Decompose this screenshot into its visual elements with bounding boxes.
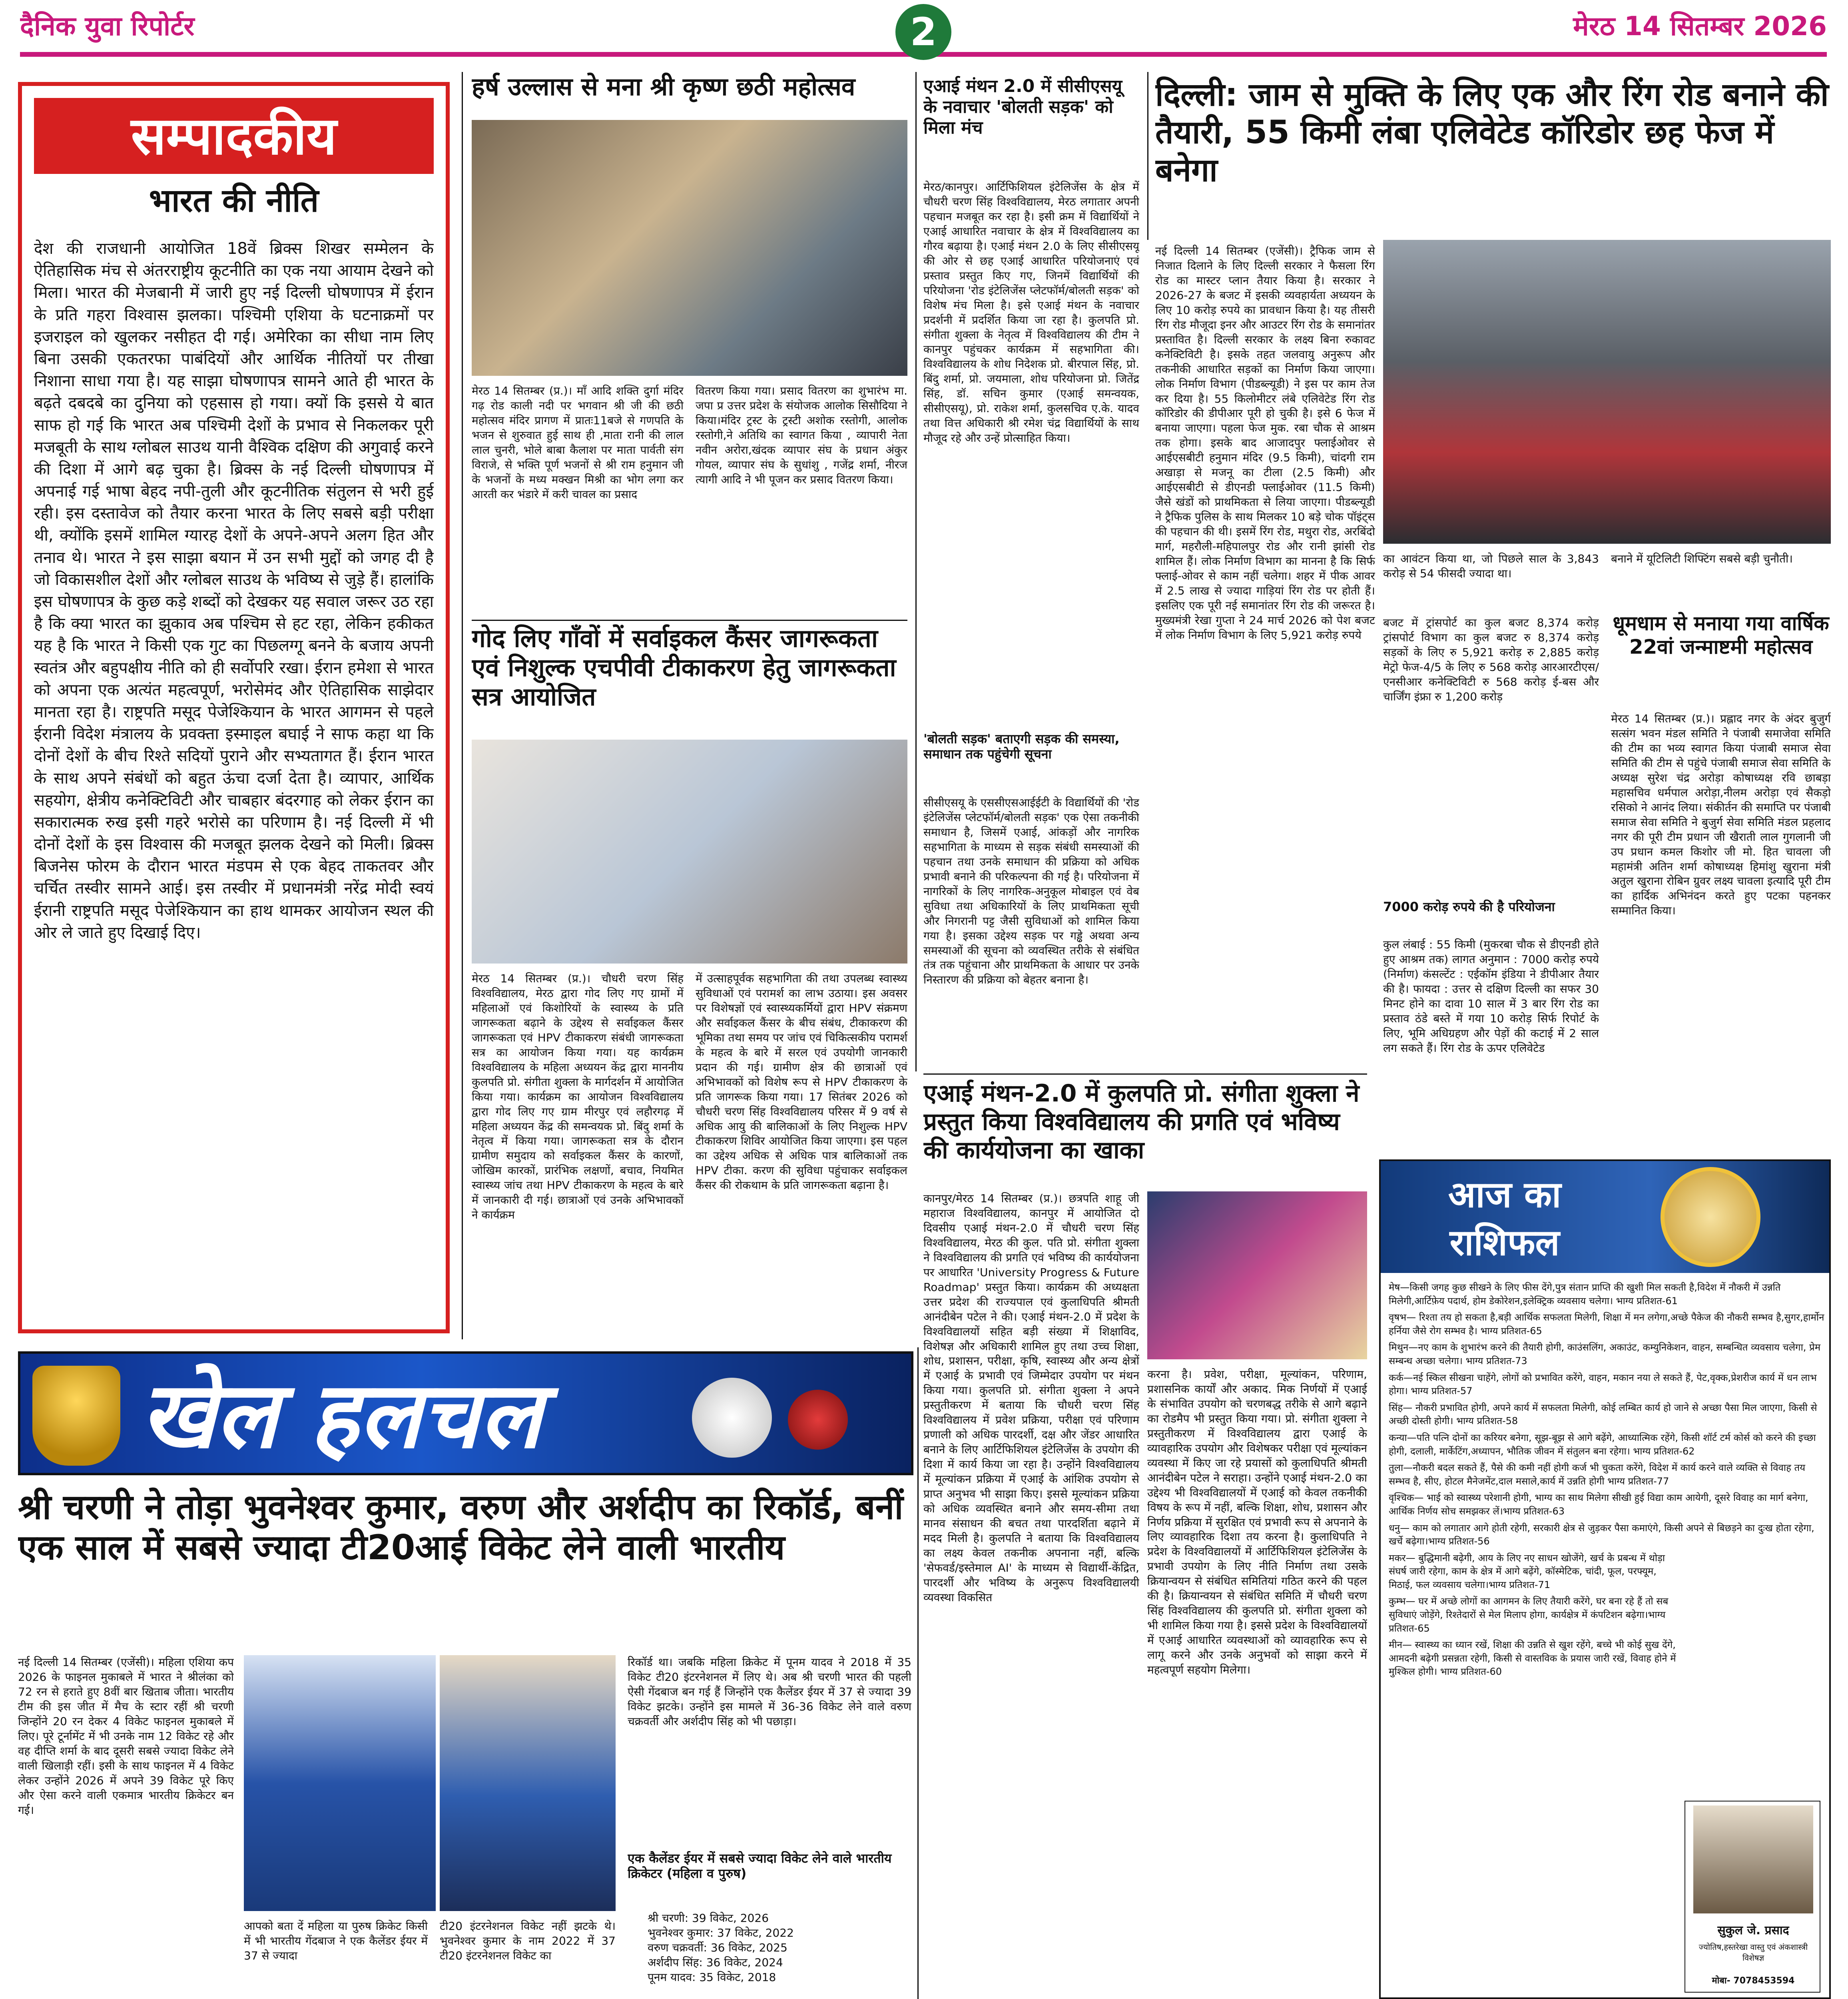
astrologer-photo [1693,1805,1813,1913]
column-rule [1147,72,1148,240]
editorial-banner: सम्पादकीय [34,98,434,174]
ringroad-col2d: कुल लंबाई : 55 किमी (मुकरबा चौक से डीएनडी होते हुए आश्रम तक) लागत अनुमान : 7000 करोड़ रुपये (निर्माण) कंसल्टेंट : एईकॉम इंडिया ने डीपीआर तैयार की है। फायदा : उत्तर से दक्षिण दिल्ली का सफर 30 मिनट होने का दावा 10 साल में 3 बार रिंग रोड का प्रस्ताव ठंडे बस्ते में गया 10 करोड़ सिर्फ रिपोर्ट के लिए, भूमि अधिग्रहण और पेड़ों की कटाई में 2 साल लग सकते हैं। रिंग रोड के ऊपर एलिवेटेड [1383,938,1599,1055]
rashifal-box [1379,1159,1831,1999]
rashifal-vrishabh: वृषभ— रिश्ता तय हो सकता है,बड़ी आर्थिक सफलता मिलेगी, शिक्षा में मन लगेगा,अच्छे पैकेज की नौकरी सम्भव है,सुगर,हार्मोन हर्निया जैसे रोग सम्भव है। भाग्य प्रतिशत-65 [1389,1312,1824,1337]
krishna-col1: मेरठ 14 सितम्बर (प्र.)। माँ आदि शक्ति दुर्गा मंदिर गढ़ रोड काली नदी पर भगवान श्री जी की छठी महोत्सव मंदिर प्रागण में प्रातः11बजे से गणपति के भजन से शुरुवात हुई साथ ही ,माता रानी की लाल लाल चुनरी, भोले बाबा कैलाश पर माता पार्वती संग विराजे, से भक्ति पूर्ण भजनों से श्री राम हनुमान जी के भजनों के मध्य मक्खन मिश्री का भोग लगा कर आरती कर भंडारे में करी चावल का प्रसाद [472,384,684,501]
rashifal-banner [1381,1161,1829,1273]
section-rule [472,620,907,621]
janmashtami-headline: धूमधाम से मनाया गया वार्षिक 22वां जन्माष्टमी महोत्सव [1613,612,1829,658]
rashifal-title-1: आज का [1448,1174,1561,1216]
sports-col3: टी20 इंटरनेशनल विकेट नहीं झटके थे। भुवनेश्वर कुमार के नाम 2022 में 37 टी20 इंटरनेशनल विकेट का [440,1919,616,1962]
table1-row: अर्शदीप सिंह: 36 विकेट, 2024 [648,1955,783,1969]
ai-manthan-sub: 'बोलती सड़क' बताएगी सड़क की समस्या, समाधान तक पहुंचेगी सूचना [923,732,1120,762]
table1-row: श्री चरणी: 39 विकेट, 2026 [648,1911,769,1925]
ai-vc-col1-top: कानपुर/मेरठ 14 सितम्बर (प्र.)। छत्रपति शाहू जी महाराज विश्वविद्यालय, कानपुर में आयोजित दो दिवसीय एआई मंथन-2.0 में चौधरी चरण सिंह विश्वविद्यालय, मेरठ की कुल. पति प्रो. संगीता शुक्ला ने विश्वविद्यालय की प्रगति एवं भविष्य की कार्ययोजना पर आधारित 'University Progress & Future Roadmap' प्रस्तुत किया। कार्यक्रम की अध्यक्षता उत्तर प्रदेश की राज्यपाल एवं कुलाधिपति श्रीमती आनंदीबेन पटेल ने की। एआई मंथन-2.0 में प्रदेश के विश्वविद्यालयों सहित बड़ी संख्या में शिक्षाविद, विशेषज्ञ और अधिकारी शामिल हुए तथा उच्च शिक्षा, शोध, प्रशासन, परीक्षा, कृषि, स्वास्थ्य और अन्य क्षेत्रों में एआई के प्रभावी एवं जिम्मेदार उपयोग पर मंथन किया गया। कुलपति प्रो. संगीता शुक्ला ने अपने प्रस्तुतीकरण में बताया कि चौधरी चरण सिंह विश्वविद्यालय में प्रवेश प्रक्रिया, परीक्षा एवं परिणाम प्रणाली को अधिक पारदर्शी, दक्ष और जेंडर आधारित बनाने के लिए आर्टिफिशियल इंटेलिजेंस के उपयोग की दिशा में कार्य किया जा रहा है। उन्होंने विश्वविद्यालय में मूल्यांकन प्रक्रिया में एआई के आंशिक उपयोग से प्राप्त अनुभव भी साझा किए। इससे मूल्यांकन प्रक्रिया को अधिक व्यवस्थित बनाने और समय-सीमा तथा मानव संसाधन की बचत तथा पारदर्शिता बढ़ाने में मदद मिली है। कुलपति ने बताया कि विश्वविद्यालय का लक्ष्य केवल तकनीक अपनाना नहीं, बल्कि 'सेफवर्ड/इस्तेमाल AI' के माध्यम से विद्यार्थी-केंद्रित, पारदर्शी और भविष्य के अनुरूप विश्वविद्यालयी व्यवस्था विकसित [923,1192,1139,1604]
ringroad-col2b: बजट में ट्रांसपोर्ट का कुल बजट 8,374 करोड़ ट्रांसपोर्ट विभाग का कुल बजट रु 8,374 करोड़ सड़कों के लिए रु 5,921 करोड़ रु 2,885 करोड़ मेट्रो फेज-4/5 के लिए रु 568 करोड़ आरआरटीएस/एनसीआर कनेक्टिविटी रु 568 करोड़ ई-बस और चार्जिंग इंफ्रा रु 1,200 करोड़ [1383,616,1599,703]
masthead [0,0,1848,60]
table1-row: भुवनेश्वर कुमार: 37 विकेट, 2022 [648,1926,794,1939]
ringroad-col3a: बनाने में यूटिलिटी शिफ्टिंग सबसे बड़ी चुनौती। [1611,552,1793,565]
astrologer-card [1685,1801,1820,1993]
rashifal-kumbh: कुम्भ— घर में अच्छे लोगों का आगमन के लिए तैयारी करेंगे, घर बना रहे हैं तो सब सुविधाएं जोड़ेंगे, रिश्तेदारों से मेल मिलाप होगा, कार्यक्षेत्र में कंपटिशन बढ़ेगा।भाग्य प्रतिशत-65 [1389,1596,1669,1634]
sports-col1: नई दिल्ली 14 सितम्बर (एजेंसी)। महिला एशिया कप 2026 के फाइनल मुकाबले में भारत ने श्रीलंका को 72 रन से हराते हुए 8वीं बार खिताब जीता। भारतीय टीम की इस जीत में मैच के स्टार रहीं श्री चरणी जिन्होंने 20 रन देकर 4 विकेट फाइनल मुकाबले में लिए। पूरे टूर्नामेंट में भी उनके नाम 12 विकेट रहे और वह दीप्ति शर्मा के बाद दूसरी सबसे ज्यादा विकेट लेने वाली खिलाड़ी रहीं। इसी के साथ फाइनल में 4 विकेट लेकर उन्होंने 2026 में अपने 39 विकेट पूरे किए और ऐसा करने वाली एकमात्र भारतीय क्रिकेटर बन गई। [18,1656,234,1817]
rashifal-makar: मकर— बुद्धिमानी बढ़ेगी, आय के लिए नए साधन खोजेंगे, खर्च के प्रबन्ध में थोड़ा संघर्ष जारी रहेगा, काम के क्षेत्र में आगे बढ़ेंगे, कॉस्मेटिक, चांदी, फूल, परफ्यूम, मिठाई, फल व्यवसाय चलेगा।भाग्य प्रतिशत-71 [1389,1552,1665,1590]
dateline: मेरठ 14 सितम्बर 2026 [1573,11,1827,42]
ringroad-headline: दिल्ली: जाम से मुक्ति के लिए एक और रिंग रोड बनाने की तैयारी, 55 किमी लंबा एलिवेटेड कॉरिडोर छह फेज में बनेगा [1155,76,1829,189]
ringroad-col2c: 7000 करोड़ रुपये की है परियोजना [1383,900,1555,914]
paper-name: दैनिक युवा रिपोर्टर [20,11,195,42]
astrologer-title: ज्योतिष,हस्तरेखा वास्तु एवं अंकशास्त्री विशेषज्ञ [1698,1942,1808,1963]
sports-banner [18,1351,913,1475]
sports-photo-1 [244,1655,436,1911]
rashifal-singh: सिंह— नौकरी प्रभावित होगी, अपने कार्य में सफलता मिलेगी, कोई लम्बित कार्य हो जाने से अच्छा पैसा मिल जाएगा, किसी से अच्छी दोस्ती होगी। भाग्य प्रतिशत-58 [1389,1402,1817,1427]
page-number: 2 [895,4,951,60]
krishna-col2: वितरण किया गया। प्रसाद वितरण का शुभारंभ मा. जपा प्र उत्तर प्रदेश के संयोजक आलोक सिसौदिया ने किया।मंदिर ट्रस्ट के ट्रस्टी अशोक रस्तोगी, आलोक रस्तोगी,ने अतिथि का स्वागत किया , व्यापारी नेता नवीन अरोरा,खंदक व्यापार संघ के प्रधान अंकुर गोयल, व्यापार संघ के सुधांशु , गजेंद्र शर्मा, नीरज त्यागी आदि ने भी पूजन कर प्रसाद वितरण किया। [696,384,907,486]
ai-vc-headline: एआई मंथन-2.0 में कुलपति प्रो. संगीता शुक्ला ने प्रस्तुत किया विश्वविद्यालय की प्रगति एवं भविष्य की कार्ययोजना का खाका [923,1079,1360,1164]
section-rule [923,1073,1367,1075]
cancer-col1: मेरठ 14 सितम्बर (प्र.)। चौधरी चरण सिंह विश्वविद्यालय, मेरठ द्वारा गोद लिए गए ग्रामों में महिलाओं एवं किशोरियों के स्वास्थ्य के प्रति जागरूकता बढ़ाने के उद्देश्य से सर्वाइकल कैंसर जागरूकता एवं HPV टीकाकरण संबंधी जागरूकता सत्र का आयोजन किया गया। यह कार्यक्रम विश्वविद्यालय के महिला अध्ययन केंद्र द्वारा माननीय कुलपति प्रो. संगीता शुक्ला के मार्गदर्शन में आयोजित किया गया। कार्यक्रम का आयोजन विश्वविद्यालय द्वारा गोद लिए गए ग्राम मीरपुर एवं लहौरगढ़ में महिला अध्ययन केंद्र की समन्वयक प्रो. बिंदु शर्मा के नेतृत्व में किया गया। जागरूकता सत्र के दौरान ग्रामीण समुदाय को सर्वाइकल कैंसर के कारणों, जोखिम कारकों, प्रारंभिक लक्षणों, बचाव, नियमित स्वास्थ्य जांच तथा HPV टीकाकरण के महत्व के बारे में जानकारी दी गई। छात्राओं एवं उनके अभिभावकों ने कार्यक्रम [472,972,684,1222]
cricket-ball-icon [788,1390,848,1450]
rashifal-kanya: कन्या—पति पत्नि दोनों का करियर बनेगा, सूझ-बूझ से आगे बढ़ेंगे, आध्यात्मिक रहेंगे, किसी शॉर्ट टर्म कोर्स को करने की इच्छा होगी, दलाली, मार्केटिंग,अध्यापन, भौतिक जीवन में संतुलन बना रहेगा। भाग्य प्रतिशत-62 [1389,1432,1816,1457]
sports-col4: रिकॉर्ड था। जबकि महिला क्रिकेट में पूनम यादव ने 2018 में 35 विकेट टी20 इंटरनेशनल में लिए थे। अब श्री चरणी भारत की पहली ऐसी गेंदबाज बन गई हैं जिन्होंने एक कैलेंडर ईयर में 37 से ज्यादा 39 विकेट झटके। उन्होंने इस मामले में 36-36 विकेट लेने वाले वरुण चक्रवर्ती और अर्शदीप सिंह को भी पछाड़ा। [628,1656,911,1728]
sports-col2: आपको बता दें महिला या पुरुष क्रिकेट किसी में भी भारतीय गेंदबाज ने एक कैलेंडर ईयर में 37 से ज्यादा [244,1919,428,1962]
sports-table1 [648,1911,911,1999]
table1-row: पूनम यादव: 35 विकेट, 2018 [648,1970,776,1984]
krishna-photo [472,120,907,376]
editorial-title: भारत की नीति [149,182,319,219]
janmashtami-body: मेरठ 14 सितम्बर (प्र.)। प्रह्लाद नगर के अंदर बुजुर्ग सत्संग भवन मंडल समिति ने पंजाबी समाजेवा समिति की टीम का भव्य स्वागत किया पंजाबी समाज सेवा समिति की टीम से पहुंचे पंजाबी समाज सेवा समिति के अध्यक्ष सुरेश चंद्र अरोड़ा कोषाध्यक्ष रवि छाबड़ा महासचिव धर्मपाल अरोड़ा,नीलम अरोड़ा एवं सैकड़ो रसिको ने आनंद लिया। संकीर्तन की समाप्ति पर पंजाबी समाज सेवा समिति ने बुजुर्ग सेवा समिति मंडल प्रहलाद नगर की पूरी टीम प्रधान जी खैराती लाल गुगलानी जी उप प्रधान कमल किशोर जी मो. हित चावला जी महामंत्री अतिन शर्मा कोषाध्यक्ष हिमांशु खुराना मंत्री अतुल खुराना रोबिन ग्रुवर लक्ष्य चावला इत्यादि पूरी टीम का हार्दिक अभिनंदन करते हुए पटका पहनकर सम्मानित किया। [1611,712,1831,918]
trophy-icon [32,1366,120,1466]
rashifal-tula: तुला—नौकरी बदल सकते हैं, पैसे की कमी नहीं होगी कर्ज भी चुकता करेंगे, विदेश में कार्य करने वाले व्यक्ति से विवाह तय सम्भव है, सीए, होटल मैनेजमेंट,दाल मसाले,कार्य में उन्नति होगी भाग्य प्रतिशत-77 [1389,1462,1806,1487]
editorial-box [18,82,450,1333]
zodiac-wheel-icon [1661,1167,1760,1267]
cancer-headline: गोद लिए गाँवों में सर्वाइकल कैंसर जागरूकता एवं निशुल्क एचपीवी टीकाकरण हेतु जागरूकता सत्र आयोजित [472,624,896,712]
sports-table1-title: एक कैलेंडर ईयर में सबसे ज्यादा विकेट लेने वाले भारतीय क्रिकेटर (महिला व पुरुष) [628,1851,892,1881]
astrologer-name: सुकुल जे. प्रसाद [1717,1923,1789,1937]
krishna-headline: हर्ष उल्लास से मना श्री कृष्ण छठी महोत्सव [472,72,855,101]
ai-vc-photo [1147,1191,1367,1359]
rashifal-meen: मीन— स्वास्थ्य का ध्यान रखें, शिक्षा की उन्नति से खुश रहेंगे, बच्चे भी कोई सुख देंगे, आमदनी बढ़ेगी प्रसन्नता रहेगी, किसी से वास्तविक के प्रयास जारी रखें, विवाह होने में मुश्किल होगी। भाग्य प्रतिशत-60 [1389,1639,1676,1678]
ringroad-col1: नई दिल्ली 14 सितम्बर (एजेंसी)। ट्रैफिक जाम से निजात दिलाने के लिए दिल्ली सरकार ने फैसला रिंग रोड का मास्टर प्लान तैयार किया है। सरकार ने 2026-27 के बजट में इसकी व्यवहार्यता अध्ययन के लिए 10 करोड़ रुपये का प्रावधान किया है। यह तीसरी रिंग रोड मौजूदा इनर और आउटर रिंग रोड के समानांतर प्रस्तावित है। दिल्ली सरकार के लक्ष्य बिना रुकावट कनेक्टिविटी है। इसके तहत जलवायु अनुरूप और तकनीकी आधारित सड़कों का निर्माण किया जाएगा। लोक निर्माण विभाग (पीडब्ल्यूडी) ने इस पर काम तेज कर दिया है। 55 किलोमीटर लंबे एलिवेटेड रिंग रोड कॉरिडोर की डीपीआर पूरी हो चुकी है। इसे 6 फेज में बनाया जाएगा। पहला फेज मुक. रबा चौक से आश्रम तक होगा। इसके बाद आजादपुर फ्लाईओवर से आईएसबीटी हनुमान मंदिर (9.5 किमी), चांदगी राम अखाड़ा से मजनू का टीला (2.5 किमी) और आईएसबीटी से डीएनडी फ्लाईओवर (11.5 किमी) जैसे खंडों को प्राथमिकता से लिया जाएगा। पीडब्ल्यूडी ने ट्रैफिक पुलिस के साथ मिलकर 10 बड़े चोक पॉइंट्स की पहचान की थी। इसमें रिंग रोड, मथुरा रोड, अरबिंदो मार्ग, महरौली-महिपालपुर रोड और रानी झांसी रोड शामिल हैं। लोक निर्माण विभाग का मानना है कि सिर्फ फ्लाई-ओवर से काम नहीं चलेगा। शहर में पीक आवर में 2.5 लाख से ज्यादा गाड़ियां रिंग रोड पर होती हैं। इसलिए एक पूरी नई समानांतर रिंग रोड की जरूरत है। मुख्यमंत्री रेखा गुप्ता ने 24 मार्च 2026 को पेश बजट में लोक निर्माण विभाग के लिए 5,921 करोड़ रुपये [1155,244,1375,642]
ai-manthan-body2: सीसीएसयू के एससीएसआईईटी के विद्यार्थियों की 'रोड इंटेलिजेंस प्लेटफॉर्म/बोलती सड़क' एक ऐसा तकनीकी समाधान है, जिसमें एआई, आंकड़ों और नागरिक सहभागिता के माध्यम से सड़क संबंधी समस्याओं की पहचान तथा उनके समाधान की प्रक्रिया को अधिक प्रभावी बनाने की परिकल्पना की गई है। परियोजना में नागरिकों के लिए नागरिक-अनुकूल मोबाइल एवं वेब सुविधा तथा अधिकारियों के लिए प्राथमिकता सूची और निगरानी पट्ट जैसी सुविधाओं को शामिल किया गया है। इसका उद्देश्य सड़क पर गड्ढे अथवा अन्य समस्याओं की सूचना को व्यवस्थित तरीके से संबंधित तंत्र तक पहुंचाना और प्राथमिकता के आधार पर उनके निस्तारण की प्रक्रिया को बेहतर बनाना है। [923,796,1139,987]
editorial-body: देश की राजधानी आयोजित 18वें ब्रिक्स शिखर सम्मेलन के ऐतिहासिक मंच से अंतरराष्ट्रीय कूटनीति का एक नया आयाम देखने को मिला। भारत की मेजबानी में जारी हुए नई दिल्ली घोषणापत्र में ईरान के प्रति गहरा विश्वास झलका। पश्चिमी एशिया के घटनाक्रमों पर इजराइल को खुलकर नसीहत दी गई। अमेरिका का सीधा नाम लिए बिना उसकी एकतरफा पाबंदियों और आर्थिक नीतियों पर तीखा निशाना साधा गया है। यह साझा घोषणापत्र सामने आते ही भारत के बढ़ते दबदबे का दुनिया को एहसास हो गया। क्यों कि इससे ये बात साफ हो गई कि भारत अब पश्चिमी देशों के प्रभाव से निकलकर पूरी मजबूती के साथ ग्लोबल साउथ यानी वैश्विक दक्षिण की अगुवाई करने की दिशा में आगे बढ़ चुका है। ब्रिक्स के नई दिल्ली घोषणापत्र में अपनाई गई भाषा बेहद नपी-तुली और कूटनीतिक संतुलन से भरी हुई रही। इस दस्तावेज को तैयार करना भारत के लिए सबसे बड़ी परीक्षा थी, क्योंकि इसमें शामिल ग्यारह देशों के अपने-अपने अलग हित और तनाव थे। भारत ने इस साझा बयान में उन सभी मुद्दों को जगह दी है जो विकासशील देशों और ग्लोबल साउथ के भविष्य से जुड़े हैं। हालांकि इस घोषणापत्र के कुछ कड़े शब्दों को देखकर यह सवाल जरूर उठ रहा है कि क्या भारत का झुकाव अब पश्चिम से हट रहा, लेकिन हकीकत यह है कि भारत ने किसी एक गुट का पिछलग्गू बनने के बजाय अपनी स्वतंत्र और बहुपक्षीय नीति को ही सर्वोपरि रखा। ईरान हमेशा से भारत को अपना एक अत्यंत महत्वपूर्ण, भरोसेमंद और ऐतिहासिक साझेदार मानता रहा है। राष्ट्रपति मसूद पेजेश्कियान के भारत आगमन से पहले ईरानी विदेश मंत्रालय के प्रवक्ता इस्माइल बघाई ने साफ कहा था कि दोनों देशों के बीच रिश्ते सदियों पुराने और सभ्यतागत हैं। ईरान भारत के साथ अपने संबंधों को बहुत ऊंचा दर्जा देता है। व्यापार, आर्थिक सहयोग, क्षेत्रीय कनेक्टिविटी और चाबहार बंदरगाह को लेकर ईरान का सकारात्मक रुख इसी गहरे भरोसे का परिणाम है। नई दिल्ली में भी दोनों देशों के इस विश्वास की मजबूत झलक देखने को मिली। ब्रिक्स बिजनेस फोरम के दौरान भारत मंडपम से एक बेहद ताकतवर और चर्चित तस्वीर सामने आई। इस तस्वीर में प्रधानमंत्री नरेंद्र मोदी स्वयं ईरानी राष्ट्रपति मसूद पेजेश्कियान का हाथ थामकर आयोजन स्थल की ओर ले जाते हुए दिखाई दिए। [34,239,434,942]
sports-banner-title: खेल हलचल [140,1362,542,1469]
cancer-photo [472,740,907,964]
rashifal-mesh: मेष—किसी जगह कुछ सीखने के लिए फीस देंगे,पुत्र संतान प्राप्ति की खुशी मिल सकती है,विदेश में नौकरी में उन्नति मिलेगी,आर्टिफ़ेय पदार्थ, होम डेकोरेशन,इलेक्ट्रिक व्यवसाय चलेगा। भाग्य प्रतिशत-61 [1389,1282,1781,1307]
rashifal-vrishchik: वृश्चिक— भाई को स्वास्थ्य परेशानी होगी, भाग्य का साथ मिलेगा सीखी हुई विद्या काम आयेगी, दूसरे विवाह का मार्ग बनेगा, आर्थिक निर्णय सोच समझकर लें।भाग्य प्रतिशत-63 [1389,1492,1808,1517]
column-rule [915,72,917,1071]
column-rule [462,72,463,1339]
astrologer-phone: मोबा- 7078453594 [1712,1976,1795,1986]
rashifal-dhanu: धनु— काम को लगातार आगे होती रहेगी, सरकारी क्षेत्र से जुड़कर पैसा कमाएंगे, किसी अपने से बिछड़ने का दुःख होता रहेगा, खर्चे बढ़ेगा।भाग्य प्रतिशत-56 [1389,1522,1814,1547]
football-icon [692,1378,772,1458]
ai-manthan-body: मेरठ/कानपुर। आर्टिफिशियल इंटेलिजेंस के क्षेत्र में चौधरी चरण सिंह विश्वविद्यालय, मेरठ लगातार अपनी पहचान मजबूत कर रहा है। इसी क्रम में विद्यार्थियों ने एआई आधारित नवाचार के क्षेत्र में विश्वविद्यालय का गौरव बढ़ाया है। एआई मंथन 2.0 के लिए सीसीएसयू की ओर से छह एआई आधारित परियोजनाएं एवं प्रस्ताव प्रस्तुत किए गए, जिनमें विद्यार्थियों की परियोजना 'रोड इंटेलिजेंस प्लेटफॉर्म/बोलती सड़क' को विशेष मंच मिला है। इसे एआई मंथन के नवाचार प्रदर्शनी में प्रदर्शित किया जा रहा है। कुलपति प्रो. संगीता शुक्ला के नेतृत्व में विश्वविद्यालय की टीम ने कानपुर पहुंचकर कार्यक्रम में सहभागिता की। विश्वविद्यालय के शोध निदेशक प्रो. बीरपाल सिंह, प्रो. बिंदु शर्मा, प्रो. जयमाला, शोध परियोजना प्रो. जितेंद्र सिंह, डॉ. सचिन कुमार (एआई समन्वयक, सीसीएसयू), प्रो. राकेश शर्मा, कुलसचिव ए.के. यादव तथा वित्त अधिकारी श्री रमेश चंद्र विद्यार्थियों के साथ मौजूद रहे और उन्हें प्रोत्साहित किया। [923,180,1139,445]
ai-vc-col2: करना है। प्रवेश, परीक्षा, मूल्यांकन, परिणाम, प्रशासनिक कार्यों और अकाद. मिक निर्णयों में एआई के संभावित उपयोग को चरणबद्ध तरीके से आगे बढ़ाने का रोडमैप भी प्रस्तुत किया गया। प्रो. संगीता शुक्ला ने प्रस्तुतीकरण में विश्वविद्यालय द्वारा एआई के व्यावहारिक उपयोग और विशेषकर परीक्षा एवं मूल्यांकन व्यवस्था में किए जा रहे प्रयासों को कुलाधिपति श्रीमती आनंदीबेन पटेल ने सराहा। उन्होंने एआई मंथन-2.0 का उद्देश्य भी विश्वविद्यालयों में एआई को केवल तकनीकी विषय के रूप में नहीं, बल्कि शिक्षा, शोध, प्रशासन और निर्णय प्रक्रिया में सुरक्षित एवं प्रभावी रूप से अपनाने के लिए व्यावहारिक दिशा तय करना है। कुलाधिपति ने प्रदेश के विश्वविद्यालयों में आर्टिफिशियल इंटेलिजेंस के प्रभावी उपयोग के लिए नीति निर्माण तथा उसके क्रियान्वयन से संबंधित समितियां गठित करने की पहल की है। क्रियान्वयन से संबंधित समिति में चौधरी चरण सिंह विश्वविद्यालय की कुलपति प्रो. संगीता शुक्ला को भी शामिल किया गया है। इससे प्रदेश के विश्वविद्यालयों में एआई आधारित व्यवस्थाओं को व्यावहारिक रूप से लागू करने और उनके अनुभवों को साझा करने में महत्वपूर्ण सहयोग मिलेगा। [1147,1368,1367,1677]
ai-manthan-headline: एआई मंथन 2.0 में सीसीएसयू के नवाचार 'बोलती सड़क' को मिला मंच [923,76,1122,138]
table1-row: वरुण चक्रवर्ती: 36 विकेट, 2025 [648,1941,787,1954]
cancer-col2: में उत्साहपूर्वक सहभागिता की तथा उपलब्ध स्वास्थ्य सुविधाओं एवं परामर्श का लाभ उठाया। इस अवसर पर विशेषज्ञों एवं स्वास्थ्यकर्मियों द्वारा HPV संक्रमण और सर्वाइकल कैंसर के बीच संबंध, टीकाकरण की भूमिका तथा समय पर जांच एवं चिकित्सकीय परामर्श के महत्व के बारे में सरल एवं उपयोगी जानकारी प्रदान की गई। ग्रामीण क्षेत्र की छात्राओं एवं अभिभावकों को विशेष रूप से HPV टीकाकरण के प्रति जागरूक किया गया। 17 सितंबर 2026 को चौधरी चरण सिंह विश्वविद्यालय परिसर में 9 वर्ष से अधिक आयु की बालिकाओं के लिए निशुल्क HPV टीकाकरण शिविर आयोजित किया जाएगा। इस पहल का उद्देश्य अधिक से अधिक पात्र बालिकाओं तक HPV टीका. करण की सुविधा पहुंचाकर सर्वाइकल कैंसर की रोकथाम के प्रति जागरूकता बढ़ाना है। [696,972,907,1192]
rashifal-title-2: राशिफल [1449,1222,1560,1264]
rashifal-mithun: मिथुन—नए काम के शुभारंभ करने की तैयारी होगी, काउंसलिंग, अकाउंट, कम्युनिकेशन, वाहन, सम्बन्धित व्यवसाय चलेगा, प्रेम सम्बन्ध अच्छा चलेगा। भाग्य प्रतिशत-73 [1389,1342,1821,1367]
ringroad-col2a: का आवंटन किया था, जो पिछले साल के 3,843 करोड़ से 54 फीसदी ज्यादा था। [1383,552,1599,580]
rashifal-kark: कर्क—नई स्किल सीखना चाहेंगे, लोगों को प्रभावित करेंगे, वाहन, मकान नया ले सकते हैं, पेट,वृक्क,प्रेशरीज कार्य में धन लाभ होगा। भाग्य प्रतिशत-57 [1389,1372,1817,1397]
column-rule [917,1347,919,1999]
sports-photo-2 [440,1655,616,1911]
ringroad-photo [1383,240,1831,544]
sports-headline: श्री चरणी ने तोड़ा भुवनेश्वर कुमार, वरुण और अर्शदीप का रिकॉर्ड, बनीं एक साल में सबसे ज्यादा टी20आई विकेट लेने वाली भारतीय [18,1487,903,1568]
